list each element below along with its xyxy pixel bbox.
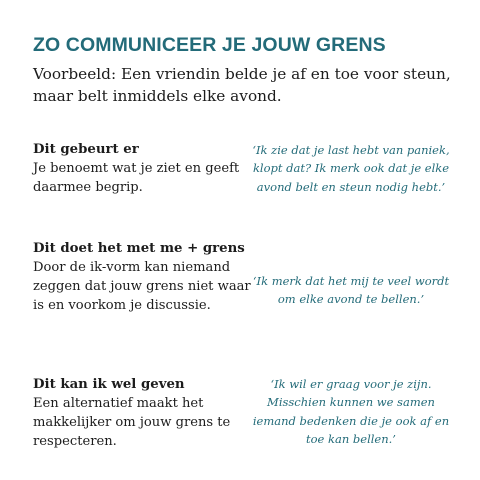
- block-heading: Dit doet het met me + grens: [33, 241, 245, 256]
- example-quote: ‘Ik zie dat je last hebt van paniek, klopt dat? Ik merk ook dat je elke avond belt en steun nodig hebt.’: [252, 143, 450, 194]
- block-heading: Dit gebeurt er: [33, 142, 139, 157]
- example-quote: ‘Ik wil er graag voor je zijn. Misschien kunnen we samen iemand bedenken die je ook af en toe kan bellen.’: [252, 377, 450, 447]
- block-what-happens: [33, 140, 255, 197]
- block-heading: Dit kan ik wel geven: [33, 377, 185, 392]
- block-description: Door de ik-vorm kan niemand zeggen dat jouw grens niet waar is en voorkom je discussie.: [33, 260, 251, 314]
- example-quote: ‘Ik merk dat het mij te veel wordt om elke avond te bellen.’: [252, 274, 450, 307]
- intro-example: Voorbeeld: Een vriendin belde je af en toe voor steun, maar belt inmiddels elke avond.: [33, 65, 451, 105]
- block-impact-boundary: [33, 239, 255, 316]
- block-what-i-can-give: [33, 375, 255, 452]
- page-title: ZO COMMUNICEER JE JOUW GRENS: [33, 34, 386, 56]
- block-description: Je benoemt wat je ziet en geeft daarmee begrip.: [33, 161, 240, 196]
- block-description: Een alternatief maakt het makkelijker om jouw grens te respecteren.: [33, 396, 231, 450]
